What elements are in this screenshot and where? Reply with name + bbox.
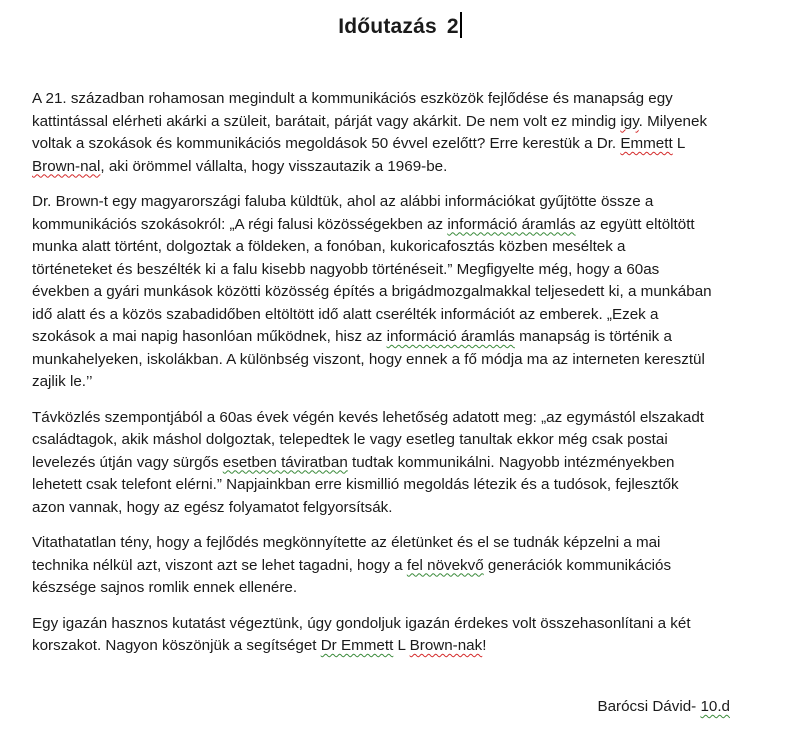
document-title <box>0 12 800 39</box>
text-line <box>32 133 752 156</box>
text-line <box>32 259 752 282</box>
text-run: az együtt eltöltött <box>575 215 695 233</box>
text-run: korszakot. Nagyon köszönjük a segítséget <box>32 637 321 654</box>
text-line <box>32 304 752 327</box>
text-run: Vitathatatlan tény, hogy a fejlődés megkönnyítette az életünket és el se tudnák képzelni a mai <box>32 534 661 551</box>
text-run: Egy igazán hasznos kutatást végeztünk, úgy gondoljuk igazán érdekes volt összehasonlítani a két <box>32 614 691 632</box>
text-run: idő alatt és a közös szabadidőben eltöltött idő alatt cserélték információt az emberek. „Ezek a <box>32 305 659 323</box>
spelling-error-word: Brown-nak <box>409 637 483 654</box>
text-run: L <box>672 135 686 152</box>
text-run: levelezés útján vagy sürgős <box>32 453 223 471</box>
text-line <box>32 349 752 372</box>
text-run: munkahelyeken, iskolákban. A különbség viszont, hogy ennek a fő módja ma az interneten keresztül <box>32 350 705 368</box>
text-line <box>32 88 752 111</box>
text-run: Dr. Brown-t egy magyarországi faluba küldtük, ahol az alábbi információkat gyűjtötte össze a <box>32 193 654 210</box>
spelling-error-word: igy <box>620 112 639 130</box>
text-run: azon vannak, hogy az egész folyamatot felgyorsítsák. <box>32 498 393 516</box>
title-number: 2 <box>446 15 459 38</box>
text-line <box>32 407 752 430</box>
spelling-error-word: Brown-nal <box>32 157 101 175</box>
paragraph <box>32 613 752 658</box>
text-run: kattintással elérheti akárki a szüleit, barátait, párját vagy akárkit. De nem volt ez mindig <box>32 112 621 130</box>
title-word: Időutazás <box>338 15 437 38</box>
text-line <box>32 156 752 179</box>
text-line <box>32 474 752 497</box>
text-run: A 21. században rohamosan megindult a kommunikációs eszközök fejlődése és manapság egy <box>32 90 673 107</box>
text-run: munka alatt történt, dolgoztak a földeken, a fonóban, kukoricafosztás közben meséltek a <box>32 238 626 255</box>
text-line <box>32 635 752 658</box>
text-line <box>32 236 752 259</box>
text-line <box>32 613 752 636</box>
text-run: kommunikációs szokásokról: „A régi falusi közösségekben az <box>32 215 448 233</box>
grammar-flag-word: fel növekvő <box>406 556 484 574</box>
signature-class: 10.d <box>700 698 730 715</box>
text-run: ! <box>482 637 487 654</box>
text-run: években a gyári munkások közötti közösség építés a brigádmozgalmakkal teljesedett ki, a munkában <box>32 283 712 300</box>
text-line <box>32 111 752 134</box>
text-line <box>32 214 752 237</box>
paragraph <box>32 191 752 394</box>
text-run: voltak a szokások és kommunikációs megoldások 50 évvel ezelőtt? Erre kerestük a Dr. <box>32 135 621 152</box>
text-run: lehetett csak telefont elérni.” Napjainkban erre kismillió megoldás létezik és a tudósok, fejlesztők <box>32 476 679 493</box>
spelling-error-word: Emmett <box>620 135 673 152</box>
text-line <box>32 429 752 452</box>
paragraph <box>32 88 752 178</box>
text-cursor <box>460 12 462 38</box>
grammar-flag-word: esetben táviratban <box>222 453 348 471</box>
text-line <box>32 452 752 475</box>
text-run: , aki örömmel vállalta, hogy visszautazik a 1969-be. <box>100 157 448 175</box>
paragraph <box>32 532 752 600</box>
text-run: szokások a mai napig hasonlóan működnek, hisz az <box>32 328 387 345</box>
text-run: Távközlés szempontjából a 60as évek végén kevés lehetőség adatott meg: „az egymástól elszakadt <box>32 408 705 426</box>
paragraph <box>32 407 752 520</box>
text-run: zajlik le.’’ <box>32 373 93 390</box>
grammar-flag-word: Dr Emmett <box>320 637 394 654</box>
text-line <box>32 497 752 520</box>
document-body[interactable] <box>32 88 752 671</box>
text-run: történeteket és beszélték ki a falu kisebb nagyobb történéseit.” Megfigyelte még, hogy a 60as <box>32 260 660 278</box>
signature <box>597 698 730 715</box>
text-run: generációk kommunikációs <box>483 556 672 574</box>
text-line <box>32 555 752 578</box>
text-run: . Milyenek <box>638 112 708 130</box>
text-line <box>32 577 752 600</box>
text-run: L <box>393 637 410 654</box>
text-run: készsége sajnos romlik ennek ellenére. <box>32 579 298 596</box>
grammar-flag-word: információ áramlás <box>447 215 576 233</box>
text-line <box>32 281 752 304</box>
text-line <box>32 191 752 214</box>
text-line <box>32 532 752 555</box>
signature-name: Barócsi Dávid- <box>597 698 701 715</box>
text-run: technika nélkül azt, viszont azt se lehet tagadni, hogy a <box>32 556 407 574</box>
text-run: tudtak kommunikálni. Nagyobb intézményekben <box>347 453 675 471</box>
text-line <box>32 326 752 349</box>
text-line <box>32 371 752 394</box>
text-run: családtagok, akik máshol dolgoztak, telepedtek le vagy esetleg tanultak ekkor még csak postai <box>32 431 668 448</box>
text-run: manapság is történik a <box>514 328 672 345</box>
grammar-flag-word: információ áramlás <box>386 328 515 345</box>
